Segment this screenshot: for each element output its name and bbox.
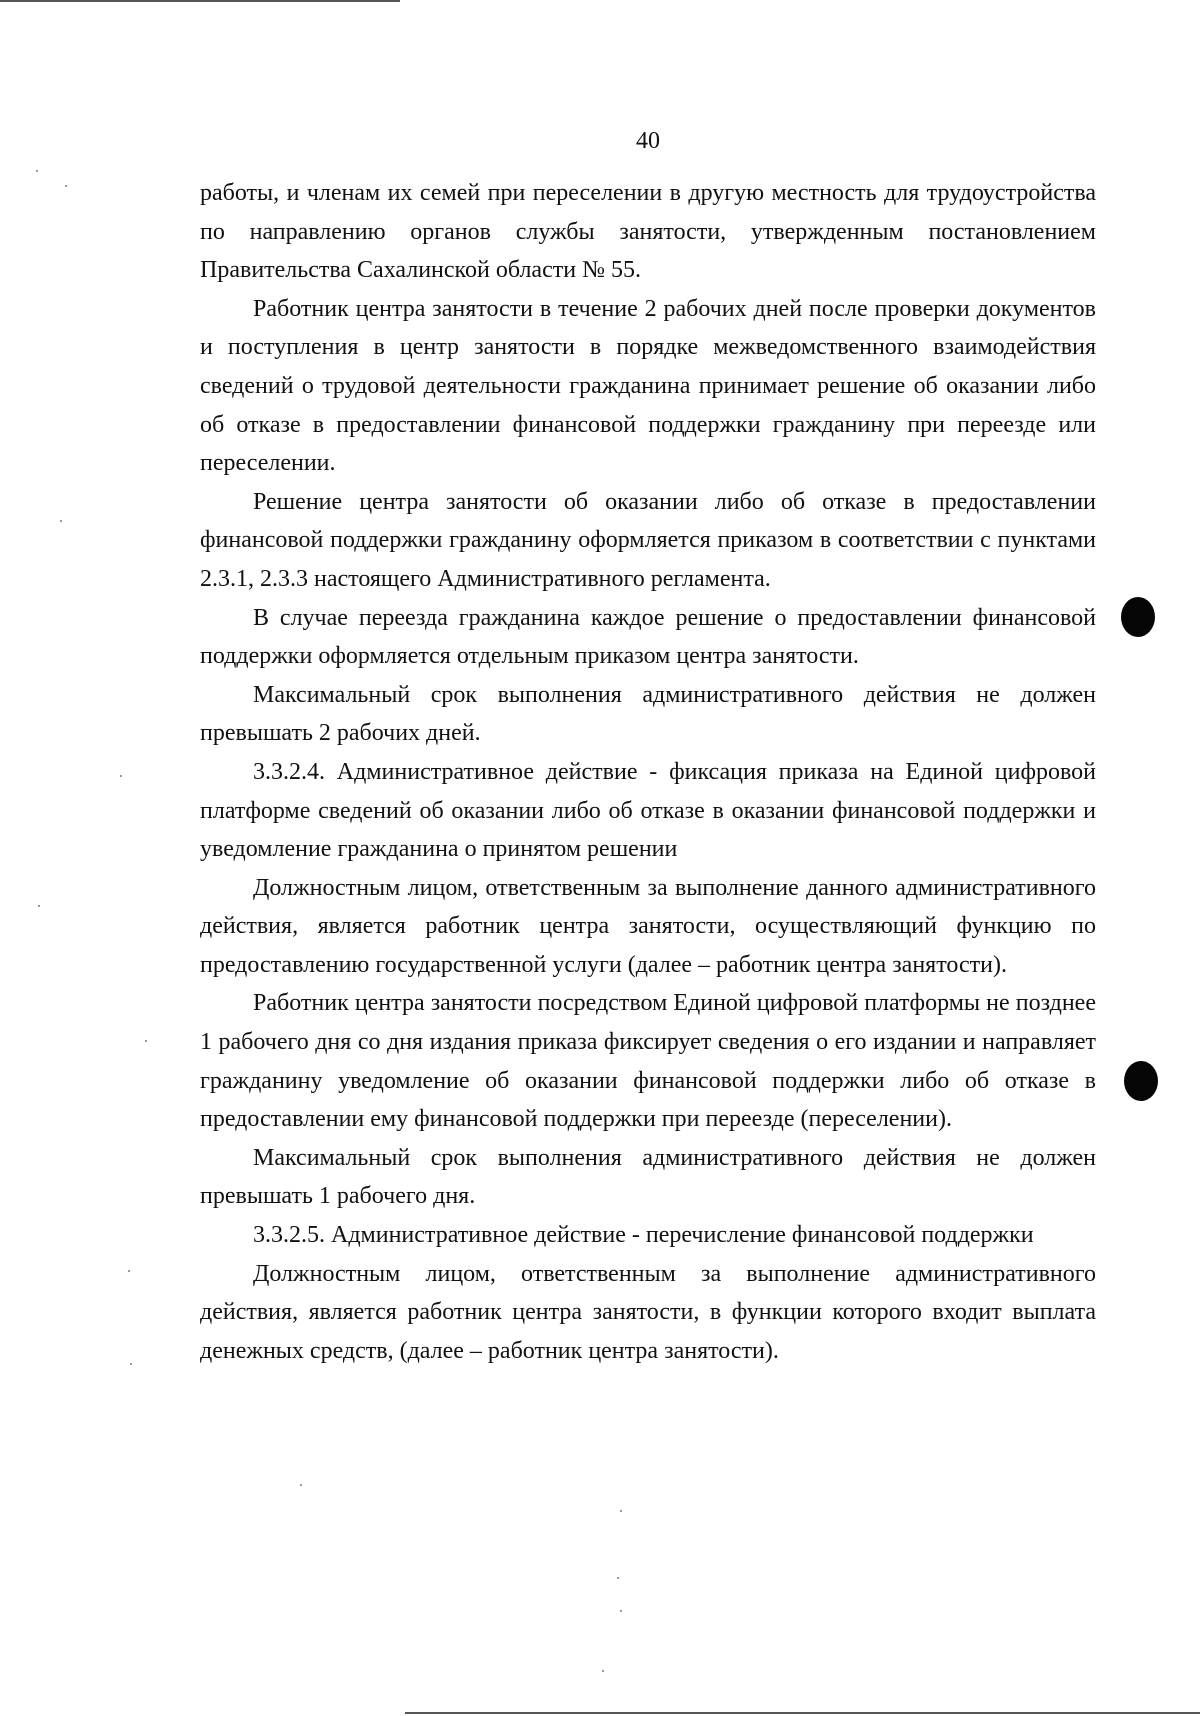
scan-speck xyxy=(65,185,67,187)
paragraph: Работник центра занятости в течение 2 рабочих дней после проверки документов и поступления в центр занятости в порядке межведомственного взаимодействия сведений о трудовой деятельности гражданина принимает решение об оказании либо об отказе в предоставлении финансовой поддержки гражданину при переезде или переселении. xyxy=(200,295,1096,477)
scan-speck xyxy=(620,1610,622,1612)
scan-speck xyxy=(120,775,122,777)
scan-speck xyxy=(300,1484,302,1486)
scan-speck xyxy=(620,1510,622,1512)
scan-speck xyxy=(617,1577,619,1579)
paragraph: Максимальный срок выполнения административного действия не должен превышать 2 рабочих дней. xyxy=(200,681,1096,747)
paragraph: Максимальный срок выполнения административного действия не должен превышать 1 рабочего дня. xyxy=(200,1144,1096,1210)
scan-speck xyxy=(602,1670,604,1672)
scan-speck xyxy=(36,170,38,172)
document-body xyxy=(200,174,1096,1370)
scan-speck xyxy=(60,520,62,522)
paragraph: Должностным лицом, ответственным за выполнение данного административного действия, является работник центра занятости, осуществляющий функцию по предоставлению государственной услуги (далее – работник центра занятости). xyxy=(200,874,1096,978)
punch-hole-mark xyxy=(1121,597,1155,637)
scan-speck xyxy=(130,1363,132,1365)
paragraph: Решение центра занятости об оказании либо об отказе в предоставлении финансовой поддержки гражданину оформляется приказом в соответствии с пунктами 2.3.1, 2.3.3 настоящего Административного регламента. xyxy=(200,488,1096,592)
paragraph: Работник центра занятости посредством Единой цифровой платформы не позднее 1 рабочего дня со дня издания приказа фиксирует сведения о его издании и направляет гражданину уведомление об оказании финансовой поддержки либо об отказе в предоставлении ему финансовой поддержки при переезде (переселении). xyxy=(200,990,1096,1133)
scan-speck xyxy=(38,905,40,907)
section-heading-3-3-2-4: 3.3.2.4. Административное действие - фиксация приказа на Единой цифровой платформе сведений об оказании либо об отказе в оказании финансовой поддержки и уведомление гражданина о принятом решении xyxy=(200,758,1096,863)
scan-speck xyxy=(128,1270,130,1272)
paragraph: В случае переезда гражданина каждое решение о предоставлении финансовой поддержки оформляется отдельным приказом центра занятости. xyxy=(200,604,1096,670)
punch-hole-mark xyxy=(1124,1061,1158,1101)
page-number: 40 xyxy=(636,128,660,154)
scan-speck xyxy=(145,1040,147,1042)
section-heading-3-3-2-5: 3.3.2.5. Административное действие - перечисление финансовой поддержки xyxy=(253,1222,1034,1249)
scan-edge-top xyxy=(0,0,400,2)
paragraph: Должностным лицом, ответственным за выполнение административного действия, является работник центра занятости, в функции которого входит выплата денежных средств, (далее – работник центра занятости). xyxy=(200,1260,1096,1364)
scan-edge-bottom xyxy=(405,1712,1200,1714)
paragraph-continuation: работы, и членам их семей при переселении в другую местность для трудоустройства по направлению органов службы занятости, утвержденным постановлением Правительства Сахалинской области № 55. xyxy=(200,180,1096,284)
